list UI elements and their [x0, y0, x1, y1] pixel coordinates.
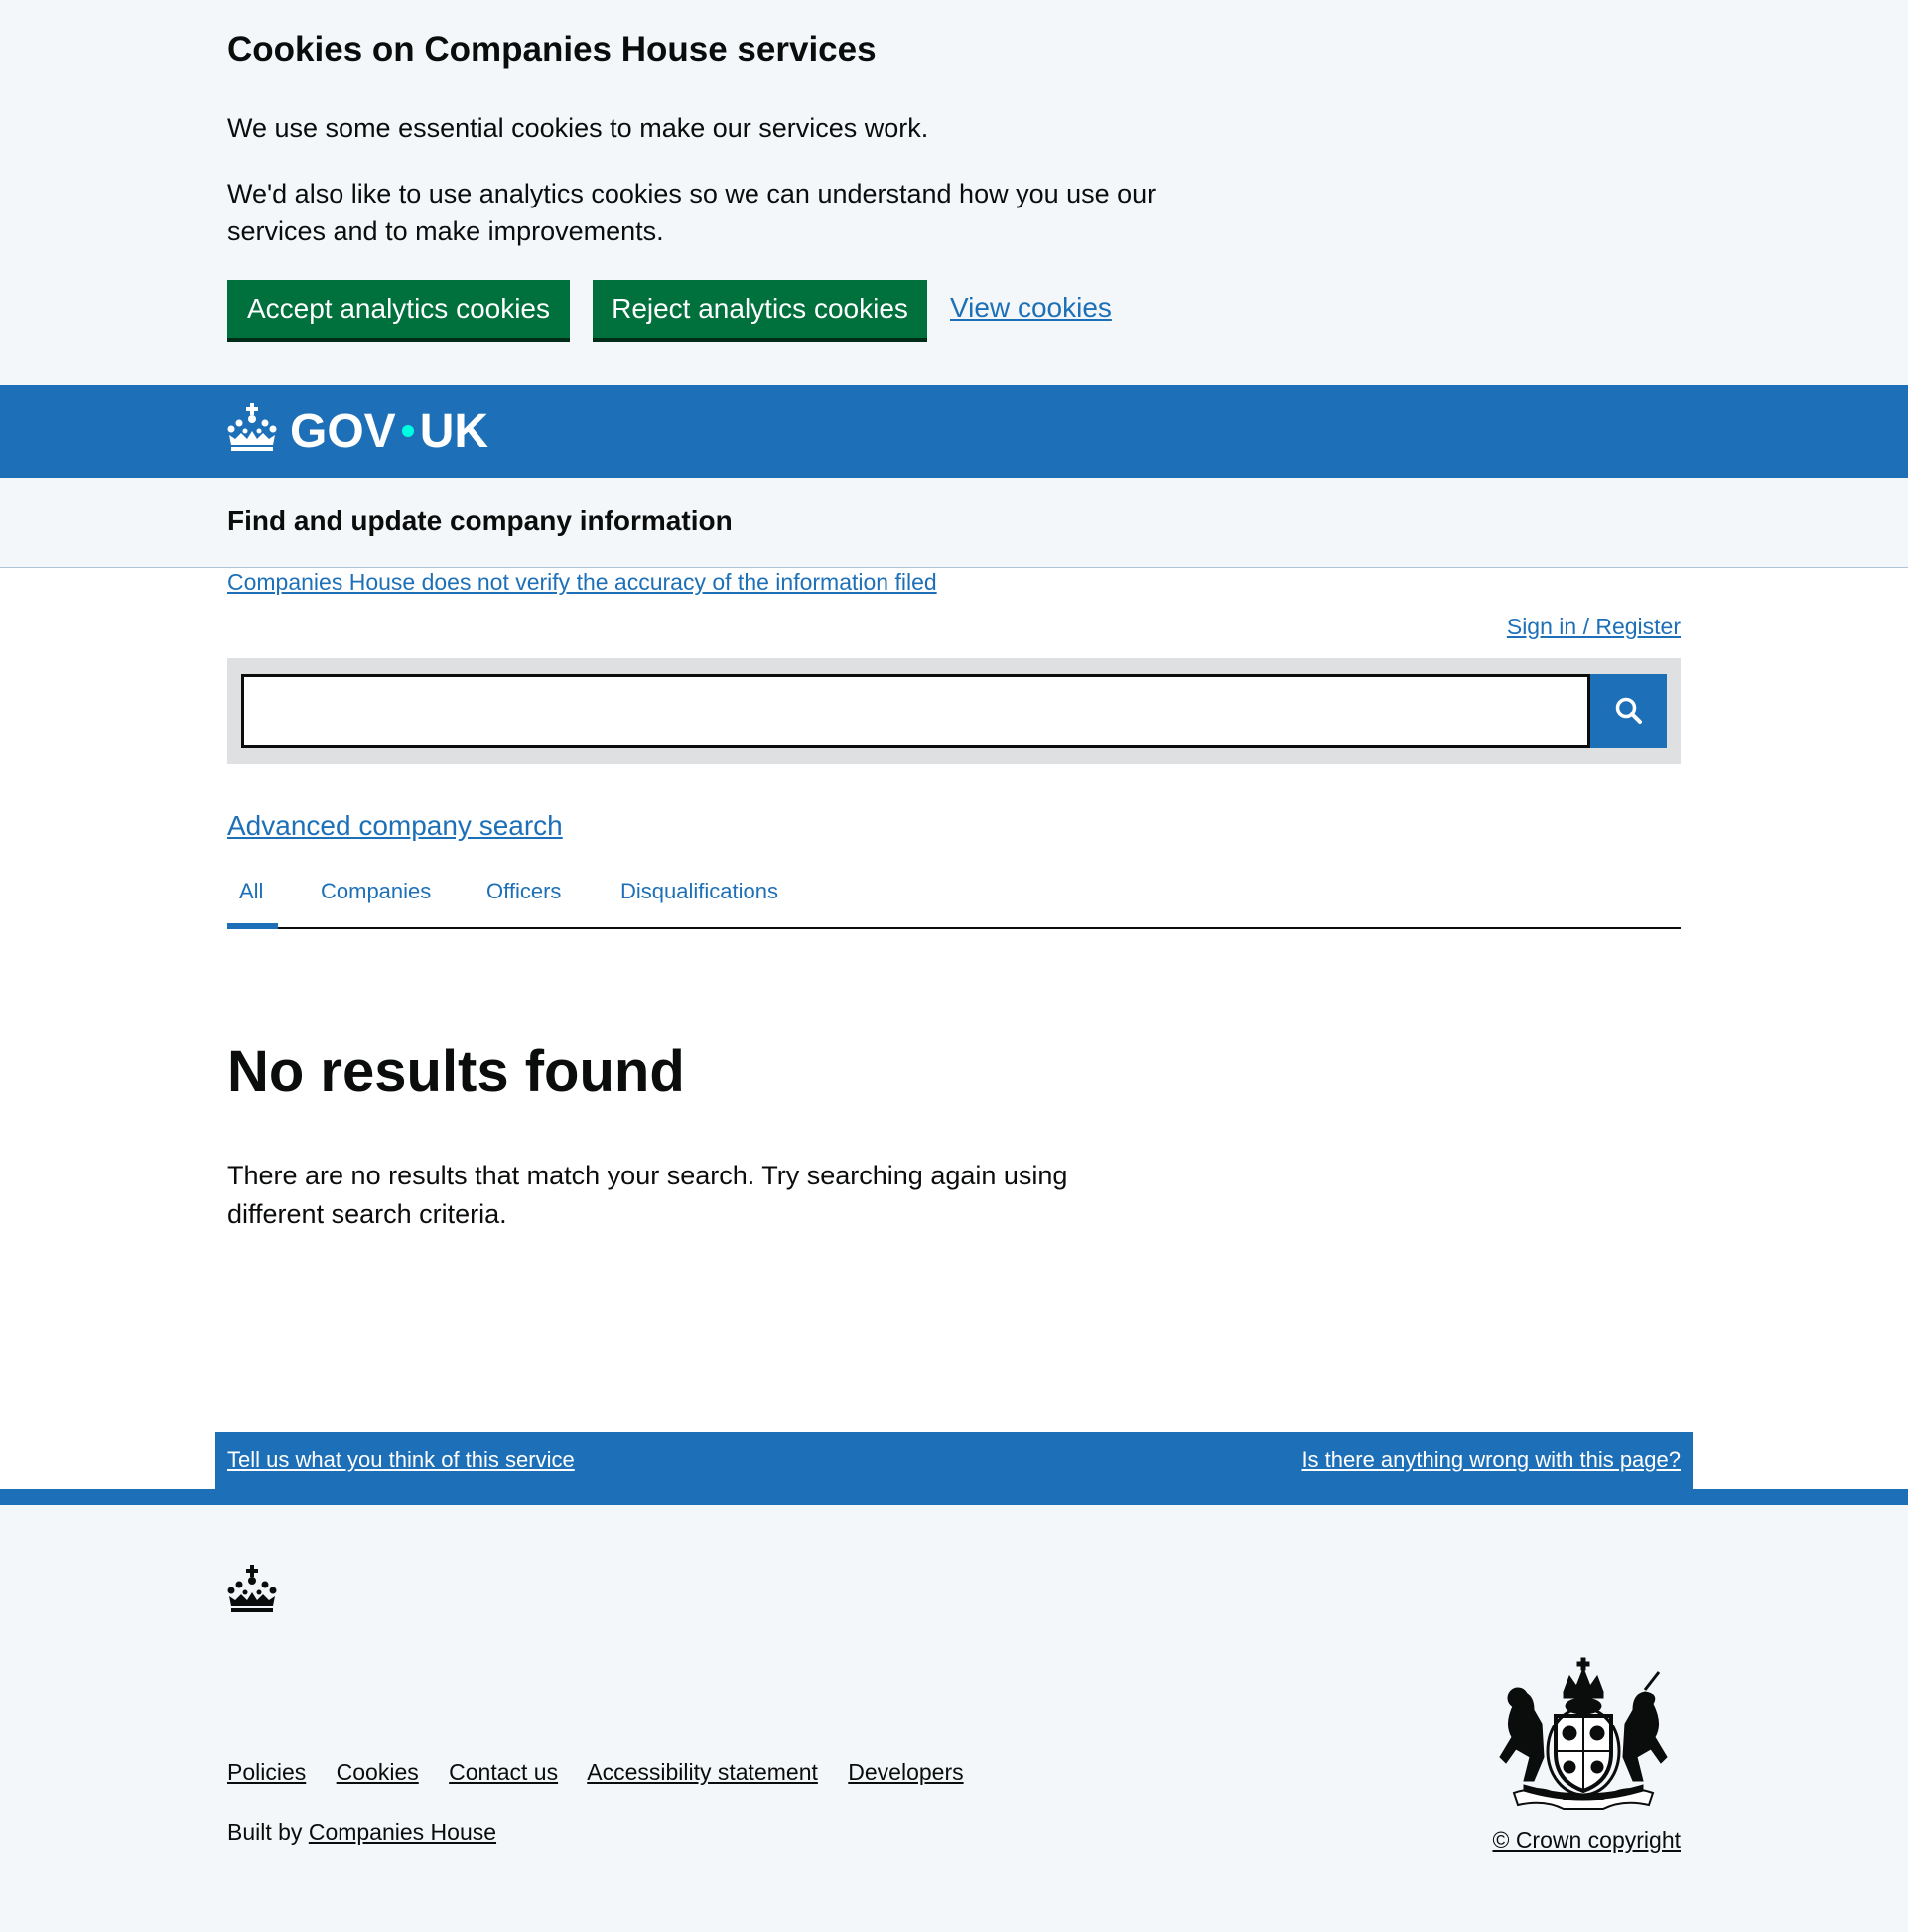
companies-house-link[interactable]: Companies House: [308, 1819, 497, 1845]
footer: [0, 1505, 1908, 1932]
active-tab-indicator: [227, 923, 278, 929]
tab-all[interactable]: All: [239, 879, 264, 903]
cookie-banner-heading: Cookies on Companies House services: [227, 30, 877, 69]
feedback-bar: [215, 1432, 1693, 1491]
reject-analytics-cookies-button[interactable]: Reject analytics cookies: [593, 280, 927, 338]
footer-link-accessibility[interactable]: Accessibility statement: [587, 1759, 818, 1785]
built-by: [227, 1819, 496, 1846]
page-title: No results found: [227, 1039, 685, 1104]
logo-dot: [402, 425, 414, 437]
built-by-prefix: Built by: [227, 1819, 303, 1845]
view-cookies-link[interactable]: View cookies: [950, 292, 1112, 323]
govuk-header: [0, 385, 1908, 478]
feedback-strip: [0, 1489, 1908, 1505]
verify-accuracy-link[interactable]: Companies House does not verify the accuracy of the information filed: [227, 569, 937, 595]
footer-link-contact-us[interactable]: Contact us: [449, 1759, 559, 1785]
footer-link-policies[interactable]: Policies: [227, 1759, 307, 1785]
footer-link-cookies[interactable]: Cookies: [336, 1759, 419, 1785]
govuk-logo-text[interactable]: [290, 403, 488, 461]
footer-link-developers[interactable]: Developers: [848, 1759, 964, 1785]
govuk-logo-right: UK: [419, 405, 489, 458]
cookie-banner-text-analytics: We'd also like to use analytics cookies so we can understand how you use our services and to make improvements.: [227, 179, 1157, 246]
search-panel: [227, 658, 1681, 764]
accept-analytics-cookies-button[interactable]: Accept analytics cookies: [227, 280, 570, 338]
feedback-service-link[interactable]: Tell us what you think of this service: [227, 1448, 575, 1472]
search-button[interactable]: [1590, 674, 1667, 748]
tab-officers[interactable]: Officers: [486, 879, 562, 903]
crown-icon: [227, 403, 277, 451]
report-problem-link[interactable]: Is there anything wrong with this page?: [1301, 1448, 1681, 1472]
cookie-banner-text-essential: We use some essential cookies to make our services work.: [227, 113, 929, 143]
search-tabs: [227, 864, 1681, 929]
cookie-banner: [0, 0, 1908, 385]
royal-coat-of-arms-icon: [1494, 1654, 1673, 1813]
footer-links: [227, 1759, 988, 1786]
search-icon: [1614, 696, 1644, 726]
sign-in-register-link[interactable]: Sign in / Register: [1506, 614, 1681, 639]
crown-copyright-link[interactable]: © Crown copyright: [1492, 1827, 1681, 1853]
search-input[interactable]: [241, 674, 1590, 748]
govuk-logo-left: GOV: [290, 405, 396, 458]
service-name-bar: [0, 478, 1908, 568]
crown-icon: [227, 1565, 277, 1612]
service-name[interactable]: Find and update company information: [227, 505, 733, 536]
no-results-message: There are no results that match your search. Try searching again using different search criteria.: [227, 1161, 1068, 1229]
advanced-company-search-link[interactable]: Advanced company search: [227, 810, 563, 841]
tab-companies[interactable]: Companies: [321, 879, 432, 903]
tab-disqualifications[interactable]: Disqualifications: [620, 879, 778, 903]
